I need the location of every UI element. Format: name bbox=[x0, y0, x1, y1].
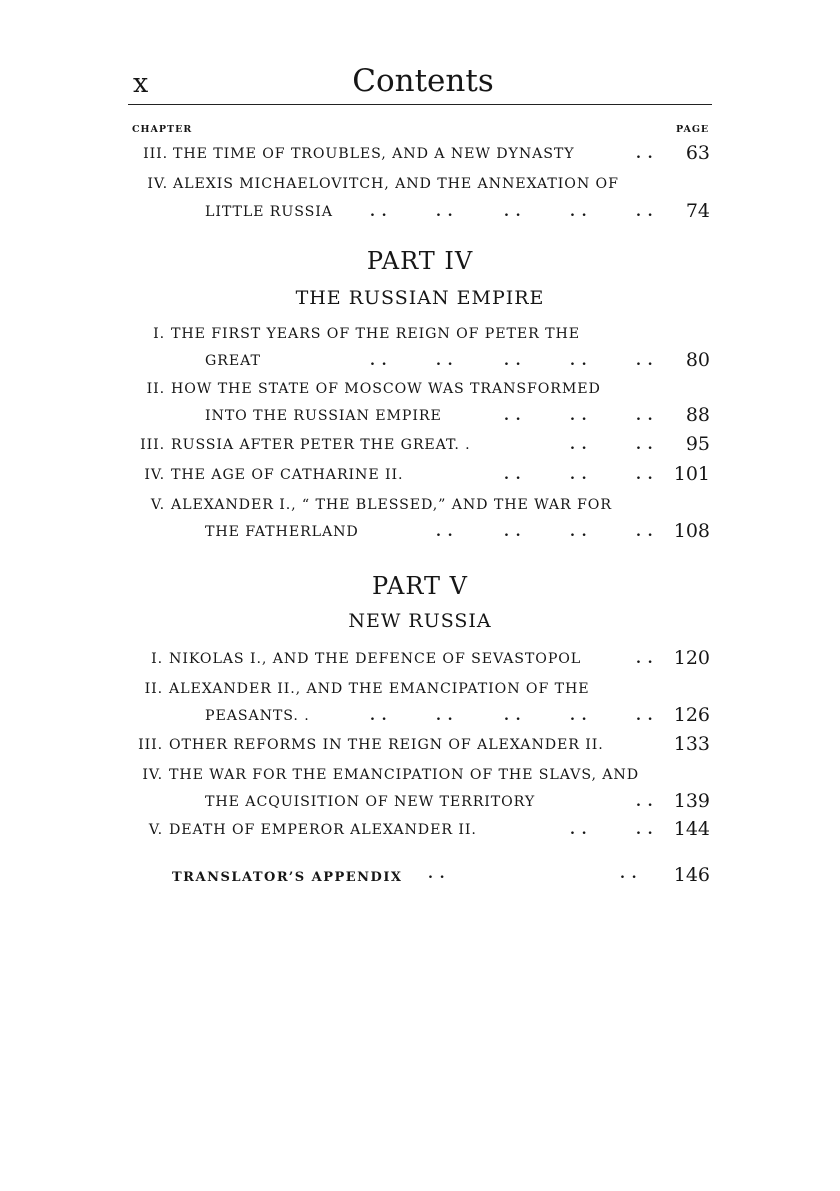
chapter-number: I. bbox=[153, 326, 165, 342]
page-title bbox=[0, 63, 840, 99]
chapter-title: THE AGE OF CATHARINE II. bbox=[171, 467, 404, 483]
page-number-ref: 126 bbox=[673, 704, 710, 726]
chapter-title: GREAT bbox=[205, 353, 261, 369]
chapter-title: ALEXANDER I., “ THE BLESSED,” AND THE WAR FOR bbox=[171, 497, 612, 513]
part-heading: PART V bbox=[372, 572, 468, 600]
leader-dots: . . bbox=[504, 524, 522, 540]
leader-dots: . . bbox=[570, 408, 588, 424]
leader-dots: . . bbox=[570, 467, 588, 483]
chapter-number: I. bbox=[151, 651, 163, 667]
leader-dots: . . bbox=[636, 651, 654, 667]
chapter-title: THE ACQUISITION OF NEW TERRITORY bbox=[205, 794, 536, 810]
leader-dots: . . bbox=[370, 353, 388, 369]
chapter-number: V. bbox=[150, 497, 165, 513]
chapter-title: OTHER REFORMS IN THE REIGN OF ALEXANDER II. bbox=[169, 737, 604, 753]
chapter-title: LITTLE RUSSIA bbox=[205, 204, 333, 220]
leader-dots: . . bbox=[504, 353, 522, 369]
chapter-number: IV. bbox=[147, 176, 168, 192]
chapter-number: III. bbox=[143, 146, 168, 162]
page-number: x bbox=[133, 68, 149, 99]
part-heading: PART IV bbox=[366, 247, 474, 275]
chapter-title: THE TIME OF TROUBLES, AND A NEW DYNASTY bbox=[173, 146, 575, 162]
leader-dots: . . bbox=[570, 708, 588, 724]
header-rule bbox=[128, 104, 712, 105]
chapter-title: PEASANTS. . bbox=[205, 708, 310, 724]
leader-dots: . . bbox=[636, 437, 654, 453]
leader-dots: . . bbox=[370, 708, 388, 724]
leader-dots: . . bbox=[636, 204, 654, 220]
leader-dots: . . bbox=[620, 866, 638, 882]
leader-dots: . . bbox=[636, 822, 654, 838]
leader-dots: . . bbox=[504, 408, 522, 424]
leader-dots: . . bbox=[428, 866, 446, 882]
page-number-ref: 95 bbox=[685, 433, 710, 455]
leader-dots: . . bbox=[636, 708, 654, 724]
page-number-ref: 146 bbox=[673, 864, 710, 886]
page-number-ref: 120 bbox=[673, 647, 710, 669]
chapter-column-label: CHAPTER bbox=[132, 124, 193, 135]
page-number-ref: 88 bbox=[685, 404, 710, 426]
chapter-title: THE FIRST YEARS OF THE REIGN OF PETER THE bbox=[171, 326, 580, 342]
page-number-ref: 133 bbox=[673, 733, 710, 755]
leader-dots: . . bbox=[504, 708, 522, 724]
leader-dots: . . bbox=[436, 524, 454, 540]
leader-dots: . . bbox=[370, 204, 388, 220]
leader-dots: . . bbox=[636, 353, 654, 369]
leader-dots: . . bbox=[636, 146, 654, 162]
leader-dots: . . bbox=[570, 524, 588, 540]
page-number-ref: 144 bbox=[673, 818, 710, 840]
page-number-ref: 63 bbox=[685, 142, 710, 164]
chapter-title: HOW THE STATE OF MOSCOW WAS TRANSFORMED bbox=[171, 381, 601, 397]
chapter-title: ALEXANDER II., AND THE EMANCIPATION OF THE bbox=[169, 681, 590, 697]
page-number-ref: 139 bbox=[673, 790, 710, 812]
leader-dots: . . bbox=[570, 204, 588, 220]
chapter-number: III. bbox=[140, 437, 165, 453]
leader-dots: . . bbox=[436, 204, 454, 220]
chapter-title: ALEXIS MICHAELOVITCH, AND THE ANNEXATION OF bbox=[173, 176, 619, 192]
chapter-number: III. bbox=[138, 737, 163, 753]
chapter-number: IV. bbox=[142, 767, 163, 783]
chapter-title: DEATH OF EMPEROR ALEXANDER II. bbox=[169, 822, 477, 838]
leader-dots: . . bbox=[570, 353, 588, 369]
chapter-number: IV. bbox=[144, 467, 165, 483]
part-subtitle: NEW RUSSIA bbox=[348, 610, 492, 632]
chapter-title: THE FATHERLAND bbox=[205, 524, 359, 540]
appendix-title: TRANSLATOR’S APPENDIX bbox=[172, 870, 403, 885]
page-title-text: Contents bbox=[352, 63, 494, 99]
chapter-number: V. bbox=[148, 822, 163, 838]
leader-dots: . . bbox=[636, 794, 654, 810]
leader-dots: . . bbox=[570, 822, 588, 838]
chapter-title: NIKOLAS I., AND THE DEFENCE OF SEVASTOPOL bbox=[169, 651, 582, 667]
page-column-label: PAGE bbox=[676, 124, 710, 135]
leader-dots: . . bbox=[436, 708, 454, 724]
leader-dots: . . bbox=[504, 467, 522, 483]
leader-dots: . . bbox=[636, 524, 654, 540]
chapter-title: RUSSIA AFTER PETER THE GREAT. . bbox=[171, 437, 471, 453]
leader-dots: . . bbox=[436, 353, 454, 369]
chapter-title: INTO THE RUSSIAN EMPIRE bbox=[205, 408, 442, 424]
chapter-number: II. bbox=[144, 681, 163, 697]
page-number-ref: 80 bbox=[685, 349, 710, 371]
page-number-ref: 108 bbox=[673, 520, 710, 542]
leader-dots: . . bbox=[570, 437, 588, 453]
leader-dots: . . bbox=[636, 408, 654, 424]
page-number-ref: 74 bbox=[685, 200, 710, 222]
chapter-title: THE WAR FOR THE EMANCIPATION OF THE SLAVS, AND bbox=[169, 767, 639, 783]
leader-dots: . . bbox=[636, 467, 654, 483]
leader-dots: . . bbox=[504, 204, 522, 220]
page-number-ref: 101 bbox=[673, 463, 710, 485]
part-subtitle: THE RUSSIAN EMPIRE bbox=[295, 287, 545, 309]
chapter-number: II. bbox=[146, 381, 165, 397]
